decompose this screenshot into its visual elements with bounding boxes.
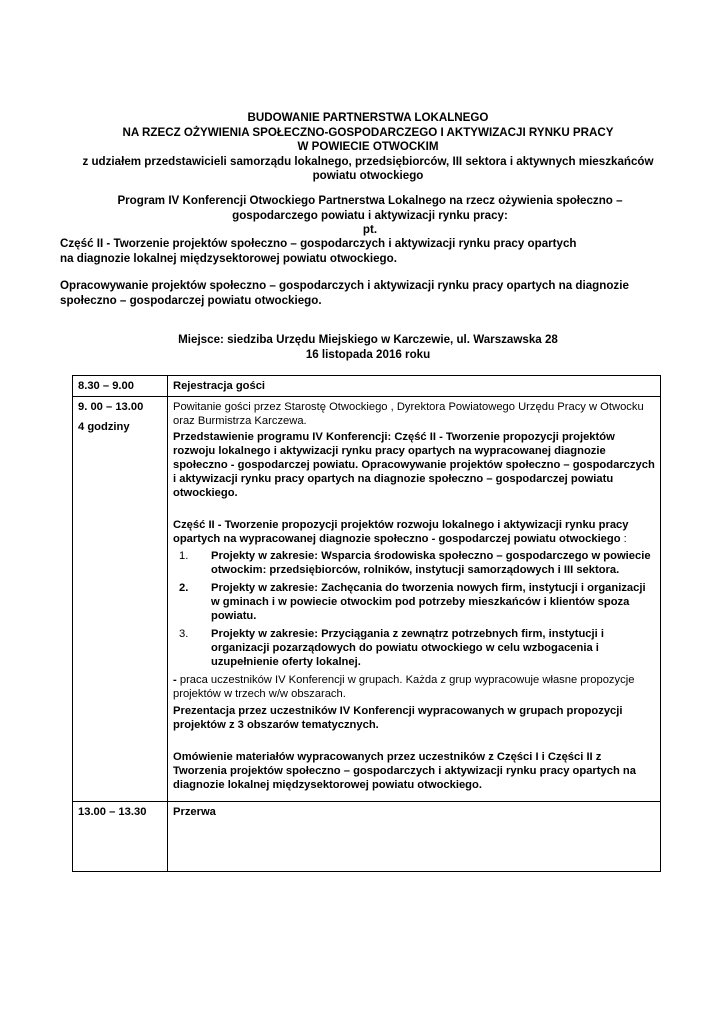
list-item-text: Projekty w zakresie: Zachęcania do tworzenia nowych firm, instytucji i organizacji w gminach i w powiecie otwockim pod potrzeby mieszkańców i klientów spoza powiatu. (211, 582, 646, 622)
part-intro-label: Część II - Tworzenie propozycji projektów rozwoju lokalnego i aktywizacji rynku pracy opartych na wypracowanej diagnozie społeczno - gospodarczej powiatu otwockiego (173, 519, 629, 545)
part-title (60, 237, 680, 266)
program-description (60, 279, 680, 308)
discussion-text: Omówienie materiałów wypracowanych przez uczestników z Części I i Części II z Tworzenia projektów społeczno – gospodarczych i aktywizacji rynku pracy opartych na diagnozie lokalnej międzysektorowej powiatu otwockiego. (173, 751, 636, 791)
program-title-line1: Program IV Konferencji Otwockiego Partnerstwa Lokalnego na rzecz ożywienia społeczno – (117, 194, 623, 207)
groupwork-text (173, 673, 655, 701)
schedule-session-content (168, 397, 661, 802)
part-intro-text (173, 518, 655, 546)
part-title-line2: na diagnozie lokalnej międzysektorowej powiatu otwockiego. (60, 251, 397, 265)
header-title-line2: NA RZECZ OŻYWIENIA SPOŁECZNO-GOSPODARCZEGO I AKTYWIZACJI RYNKU PRACY (122, 125, 614, 139)
schedule-item-title: Rejestracja gości (168, 376, 661, 397)
venue-date: 16 listopada 2016 roku (305, 347, 431, 361)
schedule-time: 13.00 – 13.30 (73, 802, 168, 872)
schedule-time-cell (73, 397, 168, 802)
list-item-number: 1. (179, 550, 189, 562)
schedule-table (72, 375, 661, 872)
list-item (173, 549, 655, 577)
header-subtitle-line1: z udziałem przedstawicieli samorządu lokalnego, przedsiębiorców, III sektora i aktywnych mieszkańców (82, 154, 654, 168)
schedule-time: 8.30 – 9.00 (73, 376, 168, 397)
schedule-row-break (73, 802, 661, 872)
list-item (173, 581, 655, 623)
schedule-row-session (73, 397, 661, 802)
schedule-duration: 4 godziny (78, 421, 130, 433)
program-description-line1: Opracowywanie projektów społeczno – gospodarczych i aktywizacji rynku pracy opartych na diagnozie (60, 279, 629, 292)
presentation-text: Przedstawienie programu IV Konferencji: Część II - Tworzenie propozycji projektów rozwoju lokalnego i aktywizacji rynku pracy opartych na wypracowanej diagnozie społeczno - gospodarczej powiatu. Opracowywanie projektów społeczno – gospodarczych i aktywizacji rynku pracy opartych na diagnozie społeczno – gospodarczej powiatu otwockiego. (173, 431, 655, 499)
header-subtitle-line2: powiatu otwockiego (312, 169, 424, 182)
program-title-line3: pt. (362, 223, 378, 236)
program-title-line2: gospodarczego powiatu i aktywizacji rynku pracy: (232, 208, 508, 222)
program-title (60, 194, 680, 238)
document-header (40, 111, 696, 184)
schedule-item-title: Przerwa (168, 802, 661, 872)
header-title-line3: W POWIECIE OTWOCKIM (297, 140, 439, 153)
list-item-text: Projekty w zakresie: Wsparcia środowiska społeczno – gospodarczego w powiecie otwockim: przedsiębiorców, rolników, instytucji samorządowych i III sektora. (211, 550, 651, 576)
groupwork-dash: - (173, 674, 177, 686)
list-item-number: 3. (179, 628, 189, 640)
list-item-number: 2. (179, 582, 189, 594)
project-areas-list (173, 549, 655, 669)
venue-info (40, 333, 696, 362)
groupwork-label: praca uczestników IV Konferencji w grupach. Każda z grup wypracowuje własne propozycje projektów w trzech w/w obszarach. (173, 674, 635, 700)
program-description-line2: społeczno – gospodarczej powiatu otwockiego. (60, 293, 322, 307)
part-title-line1: Część II - Tworzenie projektów społeczno – gospodarczych i aktywizacji rynku pracy opartych (60, 237, 577, 250)
list-item-text: Projekty w zakresie: Przyciągania z zewnątrz potrzebnych firm, instytucji i organizacji pozarządowych do powiatu otwockiego w celu wzbogacenia i uzupełnienie oferty lokalnej. (211, 628, 604, 668)
part-intro-colon: : (620, 533, 627, 545)
schedule-time: 9. 00 – 13.00 (78, 401, 144, 413)
results-text: Prezentacja przez uczestników IV Konferencji wypracowanych w grupach propozycji projektów z 3 obszarów tematycznych. (173, 705, 623, 731)
schedule-row-registration (73, 376, 661, 397)
header-title-line1: BUDOWANIE PARTNERSTWA LOKALNEGO (247, 111, 489, 124)
list-item (173, 627, 655, 669)
venue-place: Miejsce: siedziba Urzędu Miejskiego w Karczewie, ul. Warszawska 28 (178, 333, 558, 346)
welcome-text: Powitanie gości przez Starostę Otwockiego , Dyrektora Powiatowego Urzędu Pracy w Otwocku oraz Burmistrza Karczewa. (173, 401, 644, 427)
